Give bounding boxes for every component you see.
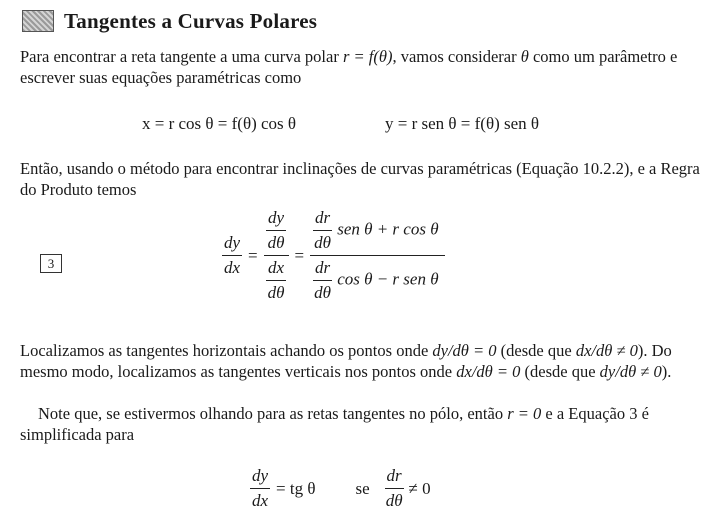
condition-word: se: [355, 478, 370, 498]
numerator: dr: [313, 258, 332, 281]
numerator: dy: [266, 208, 286, 231]
text: , vamos considerar: [392, 47, 521, 66]
paragraph-pole: [20, 403, 705, 445]
equals-sign: =: [248, 245, 258, 265]
denominator: dθ: [385, 491, 403, 510]
numerator: dr: [385, 466, 404, 489]
paragraph-intro: [20, 46, 705, 88]
numerator: dy: [250, 466, 270, 489]
denominator: dθ: [267, 233, 285, 252]
numerator: [264, 208, 289, 256]
denominator: dx: [224, 258, 241, 277]
numerator: [310, 208, 444, 256]
denominator: dθ: [314, 233, 331, 252]
denominator: [264, 256, 289, 303]
section-heading: [22, 8, 317, 34]
fraction: [266, 208, 287, 253]
denominator: [310, 256, 444, 303]
numerator: dy: [222, 233, 242, 256]
text: Localizamos as tangentes horizontais achando os pontos onde: [20, 341, 433, 360]
text: ).: [661, 362, 672, 381]
paragraph-tangents: [20, 340, 705, 382]
section-title: Tangentes a Curvas Polares: [64, 8, 318, 33]
text: Note que, se estivermos olhando para as retas tangentes no pólo, então: [38, 404, 508, 423]
equation-x: x = r cos θ = f(θ) cos θ: [142, 114, 297, 133]
numerator: dx: [266, 258, 286, 281]
text: (desde que: [496, 341, 576, 360]
math-inline: dy/dθ ≠ 0: [599, 362, 662, 381]
inequality: ≠ 0: [408, 478, 431, 498]
equation-number: 3: [40, 254, 62, 273]
math-inline: θ: [520, 47, 529, 66]
fraction: [312, 258, 333, 303]
math-inline: dy/dθ = 0: [432, 341, 497, 360]
text: como um parâmetro e escrever suas equações paramétricas como: [20, 47, 678, 87]
text: ). Do mesmo modo, localizamos as tangentes verticais nos pontos onde: [20, 341, 672, 381]
denominator: dθ: [267, 283, 285, 302]
equals-sign: =: [294, 245, 305, 265]
fraction-dy-dx: [250, 466, 270, 511]
denominator: dx: [252, 491, 269, 510]
text: e a Equação 3 é simplificada para: [20, 404, 649, 444]
text: (desde que: [520, 362, 600, 381]
denominator: dθ: [314, 283, 331, 302]
math-inline: dx/dθ ≠ 0: [575, 341, 638, 360]
paragraph-chain-rule: Então, usando o método para encontrar inclinações de curvas paramétricas (Equação 10.2.2), e a Regra do Produto temos: [20, 159, 700, 199]
text: Para encontrar a reta tangente a uma curva polar: [20, 47, 343, 66]
section-icon: [22, 10, 54, 32]
equation-3: [222, 208, 445, 303]
equation-y: y = r sen θ = f(θ) sen θ: [385, 114, 540, 133]
fraction-dy-dx: [222, 233, 242, 278]
numerator: dr: [313, 208, 332, 231]
fraction-dr-dtheta: [384, 466, 405, 511]
equation-rhs: = tg θ: [276, 478, 316, 498]
fraction: [266, 258, 287, 303]
math-inline: r = f(θ): [342, 47, 393, 66]
fraction-expanded: [310, 208, 444, 303]
fraction: [312, 208, 333, 253]
numerator-rest: sen θ + r cos θ: [337, 219, 439, 239]
equation-pole: [250, 466, 431, 511]
math-inline: r = 0: [507, 404, 542, 423]
fraction-ratio: [264, 208, 289, 303]
math-inline: dx/dθ = 0: [456, 362, 521, 381]
denominator-rest: cos θ − r sen θ: [337, 269, 439, 289]
